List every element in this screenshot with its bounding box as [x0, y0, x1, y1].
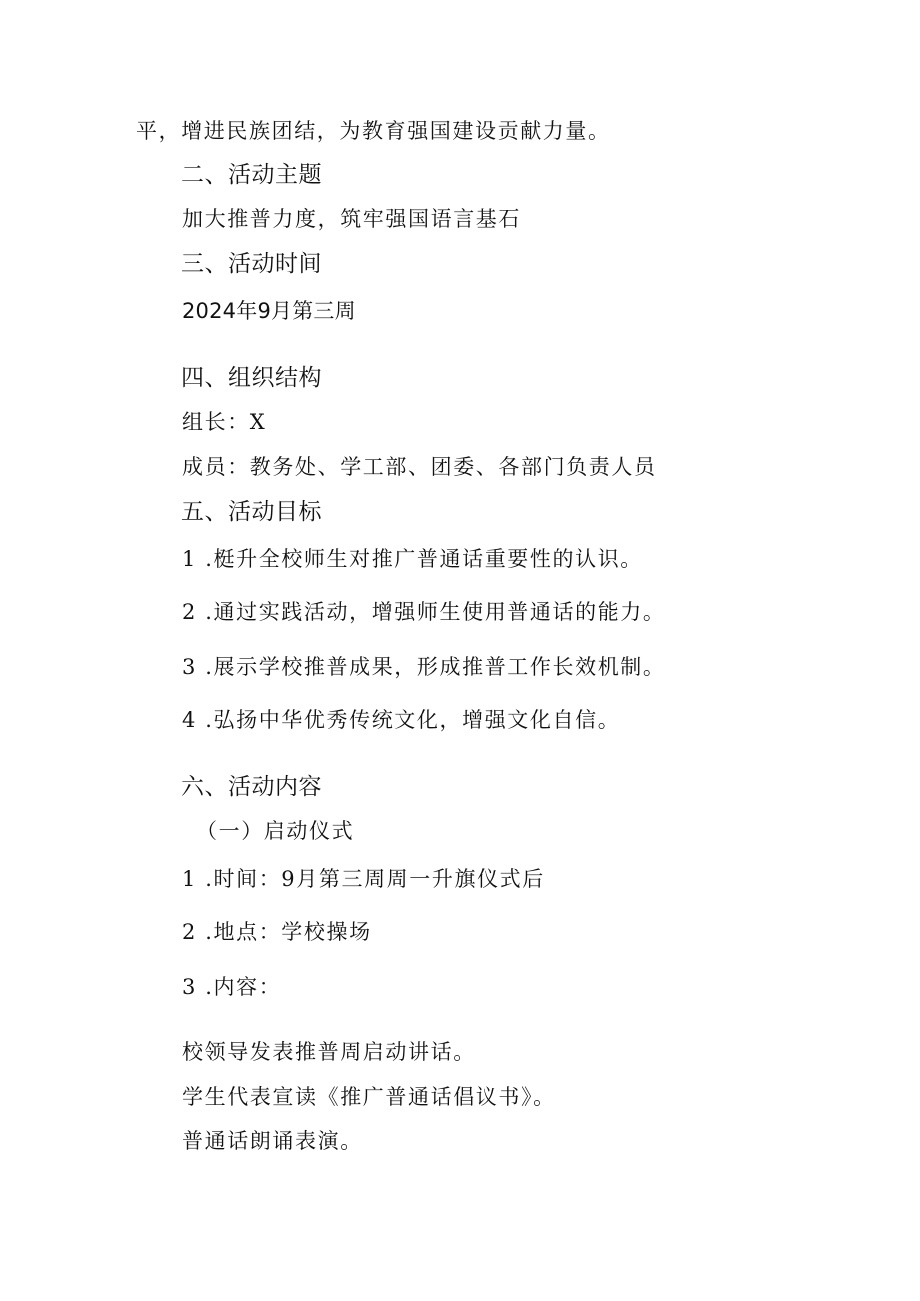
- section-heading-content: 六、活动内容: [181, 774, 322, 800]
- theme-text: 加大推普力度，筑牢强国语言基石: [182, 207, 521, 231]
- leader-text: 组长：X: [182, 410, 267, 434]
- goal-item: 1 .梃升全校师生对推广普通话重要性的认识。: [182, 547, 643, 571]
- members-text: 成员：教务处、学工部、团委、各部门负责人员: [182, 455, 657, 479]
- section-heading-time: 三、活动时间: [181, 251, 322, 277]
- launch-detail-item: 1 .时间：9月第三周周一升旗仪式后: [182, 867, 545, 891]
- launch-detail-item: 2 .地点：学校操场: [182, 920, 372, 944]
- subsection-title-launch: （一）启动仪式: [196, 819, 355, 843]
- time-text: 2024年9月第三周: [182, 299, 356, 323]
- goal-item: 2 .通过实践活动，增强师生使用普通话的能力。: [182, 600, 666, 624]
- section-heading-theme: 二、活动主题: [181, 162, 322, 188]
- content-line: 学生代表宣读《推广普通话倡议书》。: [182, 1085, 556, 1109]
- goal-item: 4 .弘扬中华优秀传统文化，增强文化自信。: [182, 708, 621, 732]
- intro-tail-paragraph: 平，增进民族团结，为教育强国建设贡献力量。: [136, 119, 611, 143]
- section-heading-organization: 四、组织结构: [181, 365, 322, 391]
- content-line: 普通话朗诵表演。: [182, 1129, 363, 1153]
- goal-item: 3 .展示学校推普成果，形成推普工作长效机制。: [182, 655, 666, 679]
- launch-detail-item: 3 .内容：: [182, 975, 282, 999]
- content-line: 校领导发表推普周启动讲话。: [182, 1040, 476, 1064]
- section-heading-goals: 五、活动目标: [181, 499, 322, 525]
